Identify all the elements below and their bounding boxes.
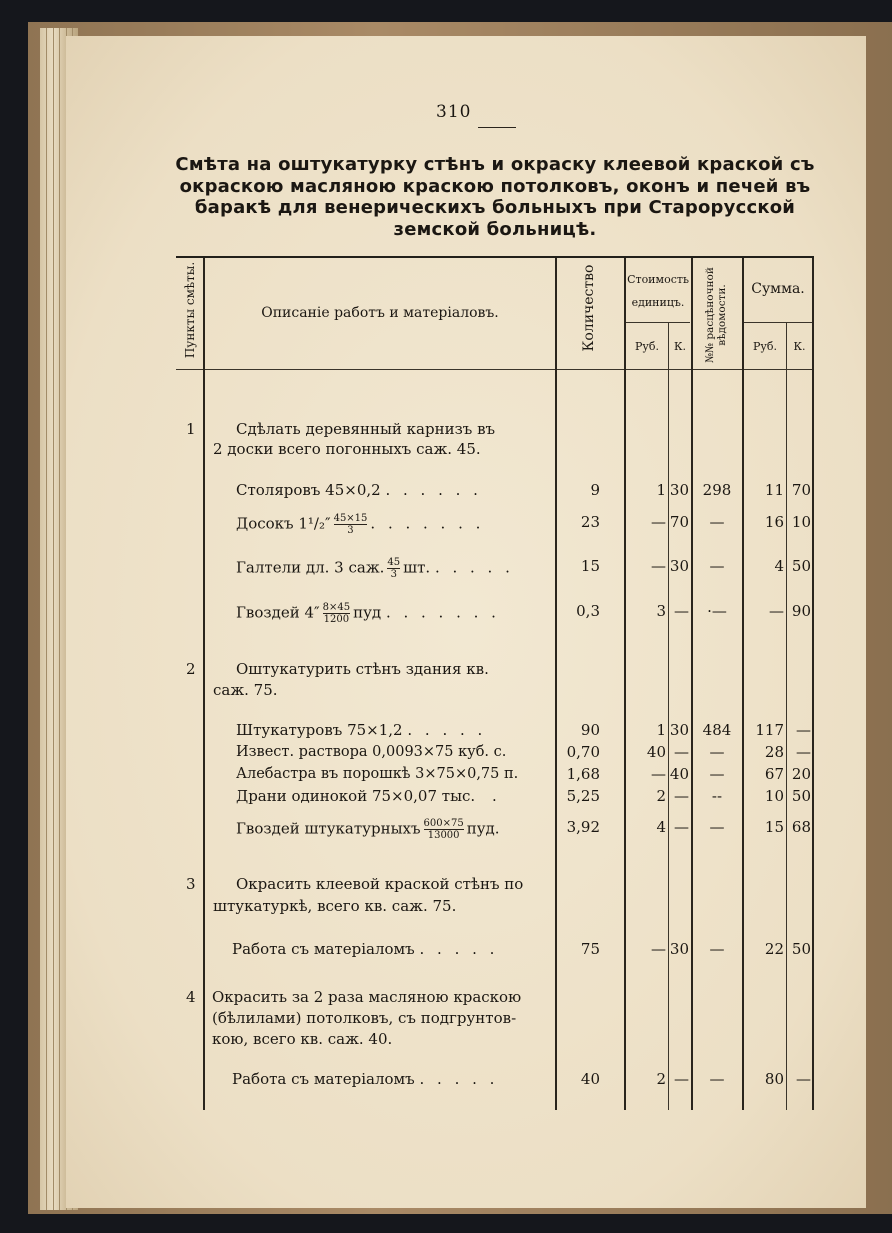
row-quantity: 75 xyxy=(580,940,600,958)
col-divider-unit-kop xyxy=(668,323,669,1110)
row-description: Работа съ матеріаломъ xyxy=(232,940,415,958)
row-unit-rub: — xyxy=(651,765,666,783)
section-text: (бѣлилами) потолковъ, съ подгрунтов- xyxy=(212,1009,517,1027)
row-ref: ·— xyxy=(707,602,727,620)
section-text: Сдѣлать деревянный карнизъ въ xyxy=(236,420,496,438)
row-ref: — xyxy=(709,818,725,836)
row-description: Драни одинокой 75×0,07 тыс. xyxy=(236,787,476,805)
row-sum-rub: 117 xyxy=(755,721,784,739)
row-sum-rub: 11 xyxy=(764,481,784,499)
col-divider-unit-cost xyxy=(691,258,693,1110)
row-unit-rub: 1 xyxy=(656,481,666,499)
row-unit-kop: — xyxy=(674,602,689,620)
table-row xyxy=(0,787,892,809)
row-unit-kop: — xyxy=(674,743,689,761)
row-sum-kop: 68 xyxy=(791,818,811,836)
row-unit-kop: 30 xyxy=(669,940,689,958)
table-row xyxy=(0,765,892,787)
row-sum-kop: — xyxy=(796,743,811,761)
section-number: 4 xyxy=(186,988,196,1006)
row-ref: — xyxy=(709,743,725,761)
row-sum-kop: 20 xyxy=(791,765,811,783)
row-quantity: 23 xyxy=(580,513,600,531)
header-unit-rub: Руб. xyxy=(635,340,659,353)
row-sum-kop: 50 xyxy=(791,557,811,575)
row-unit-kop: 30 xyxy=(669,557,689,575)
row-quantity: 5,25 xyxy=(566,787,600,805)
fraction: $\frac{45\times 15}{3}$ xyxy=(333,513,368,536)
section-number: 1 xyxy=(186,420,196,438)
leader-dots: . . . . . xyxy=(419,940,499,958)
unit-cost-subrule xyxy=(625,322,690,323)
row-quantity: 90 xyxy=(580,721,600,739)
leader-dots: . xyxy=(491,787,501,805)
header-unit-cost: Стоимость единицъ. xyxy=(627,273,689,309)
row-sum-kop: — xyxy=(796,721,811,739)
header-sum-kop: К. xyxy=(793,340,806,353)
row-description: Гвоздей 4″ xyxy=(236,603,320,622)
row-sum-kop: — xyxy=(796,1070,811,1088)
header-quantity: Количество xyxy=(581,264,597,352)
row-sum-rub: — xyxy=(769,602,784,620)
table-row xyxy=(0,940,892,962)
header-sum: Сумма. xyxy=(751,281,805,297)
table-row xyxy=(0,743,892,765)
row-sum-rub: 15 xyxy=(764,818,784,836)
row-unit-kop: 30 xyxy=(669,721,689,739)
row-ref: — xyxy=(709,513,725,531)
table-row xyxy=(0,481,892,503)
leader-dots: . . . . . xyxy=(407,721,487,739)
row-quantity: 15 xyxy=(580,557,600,575)
row-ref: — xyxy=(709,765,725,783)
row-ref: — xyxy=(709,1070,725,1088)
row-sum-kop: 50 xyxy=(791,940,811,958)
row-unit-rub: 3 xyxy=(656,602,666,620)
section-text: Окрасить за 2 раза масляною краскою xyxy=(212,988,522,1006)
table-row xyxy=(0,557,892,583)
row-sum-rub: 28 xyxy=(764,743,784,761)
header-ref: №№ расцѣночной вѣдомости. xyxy=(704,267,728,363)
table-row xyxy=(0,721,892,743)
section-number: 2 xyxy=(186,660,196,678)
row-quantity: 0,3 xyxy=(576,602,600,620)
header-description: Описаніе работъ и матеріаловъ. xyxy=(261,305,499,321)
row-unit: пуд xyxy=(353,603,382,622)
row-sum-kop: 10 xyxy=(791,513,811,531)
col-divider-right xyxy=(812,258,814,1110)
section-text: кою, всего кв. саж. 40. xyxy=(212,1030,393,1048)
row-unit-kop: — xyxy=(674,787,689,805)
row-unit-rub: 2 xyxy=(656,787,666,805)
row-unit-rub: — xyxy=(651,513,666,531)
leader-dots: . . . . . xyxy=(419,1070,499,1088)
col-divider-quantity xyxy=(624,258,626,1110)
row-unit-rub: 2 xyxy=(656,1070,666,1088)
row-sum-kop: 90 xyxy=(791,602,811,620)
fraction: $\frac{45}{3}$ xyxy=(387,557,401,580)
row-quantity: 0,70 xyxy=(566,743,600,761)
leader-dots: . . . . . . . xyxy=(385,603,500,622)
col-divider-ref xyxy=(742,258,744,1110)
row-ref: -- xyxy=(711,787,723,805)
row-unit-kop: — xyxy=(674,1070,689,1088)
row-unit-kop: 40 xyxy=(669,765,689,783)
row-description: Столяровъ 45×0,2 xyxy=(236,481,381,499)
row-description: Извест. раствора 0,0093×75 куб. с. xyxy=(236,744,507,760)
leader-dots: . . . . . . xyxy=(385,481,482,499)
row-unit-rub: 40 xyxy=(646,743,666,761)
row-description: Досокъ 1¹/₂″ xyxy=(236,514,331,533)
section-text: саж. 75. xyxy=(213,681,278,699)
row-ref: 484 xyxy=(702,721,732,739)
row-quantity: 9 xyxy=(590,481,600,499)
table-row xyxy=(0,602,892,628)
section-text: Окрасить клеевой краской стѣнъ по xyxy=(236,875,524,893)
row-sum-kop: 50 xyxy=(791,787,811,805)
row-sum-rub: 22 xyxy=(764,940,784,958)
row-ref: — xyxy=(709,557,725,575)
row-description: Гвоздей штукатурныхъ xyxy=(236,819,421,838)
section-text: 2 доски всего погонныхъ саж. 45. xyxy=(213,440,481,458)
row-sum-rub: 10 xyxy=(764,787,784,805)
row-description: Штукатуровъ 75×1,2 xyxy=(236,721,403,739)
row-unit: пуд. xyxy=(466,819,500,838)
row-unit-rub: 1 xyxy=(656,721,666,739)
row-description: Работа съ матеріаломъ xyxy=(232,1070,415,1088)
fraction: $\frac{8\times 45}{1200}$ xyxy=(322,602,351,625)
row-unit-kop: 30 xyxy=(669,481,689,499)
row-unit: шт. xyxy=(403,558,431,577)
section-text: штукатуркѣ, всего кв. саж. 75. xyxy=(213,897,457,915)
row-unit-kop: 70 xyxy=(669,513,689,531)
row-sum-rub: 4 xyxy=(774,557,784,575)
row-sum-rub: 80 xyxy=(764,1070,784,1088)
page-number: 310 xyxy=(436,102,472,122)
table-row xyxy=(0,513,892,539)
row-ref: 298 xyxy=(702,481,732,499)
row-quantity: 3,92 xyxy=(566,818,600,836)
row-unit-kop: — xyxy=(674,818,689,836)
table-row xyxy=(0,1070,892,1092)
page-number-underline xyxy=(478,127,516,128)
row-description: Алебастра въ порошкѣ 3×75×0,75 п. xyxy=(236,766,519,782)
row-sum-rub: 67 xyxy=(764,765,784,783)
leader-dots: . . . . . xyxy=(434,558,514,577)
header-item: Пункты смѣты. xyxy=(183,261,197,359)
table-row xyxy=(0,818,892,844)
leader-dots: . . . . . . . xyxy=(370,514,485,533)
section-text: Оштукатурить стѣнъ здания кв. xyxy=(236,660,489,678)
row-unit-rub: 4 xyxy=(656,818,666,836)
col-divider-description xyxy=(555,258,557,1110)
col-divider-sum-kop xyxy=(786,323,787,1110)
row-unit-rub: — xyxy=(651,940,666,958)
section-number: 3 xyxy=(186,875,196,893)
row-ref: — xyxy=(709,940,725,958)
sum-subrule xyxy=(742,322,812,323)
header-sum-rub: Руб. xyxy=(753,340,777,353)
fraction: $\frac{600\times 75}{13000}$ xyxy=(423,818,464,841)
row-quantity: 40 xyxy=(580,1070,600,1088)
row-description: Галтели дл. 3 саж. xyxy=(236,558,385,577)
document-title: Смѣта на оштукатурку стѣнъ и окраску клеевой краской съ окраскою масляною краскою потолковъ, оконъ и печей въ баракѣ для венерическихъ больныхъ при Старорусской земской больницѣ. xyxy=(175,154,815,240)
row-sum-kop: 70 xyxy=(791,481,811,499)
row-sum-rub: 16 xyxy=(764,513,784,531)
row-quantity: 1,68 xyxy=(566,765,600,783)
row-unit-rub: — xyxy=(651,557,666,575)
col-divider-item xyxy=(203,258,205,1110)
header-unit-kop: К. xyxy=(673,340,686,353)
